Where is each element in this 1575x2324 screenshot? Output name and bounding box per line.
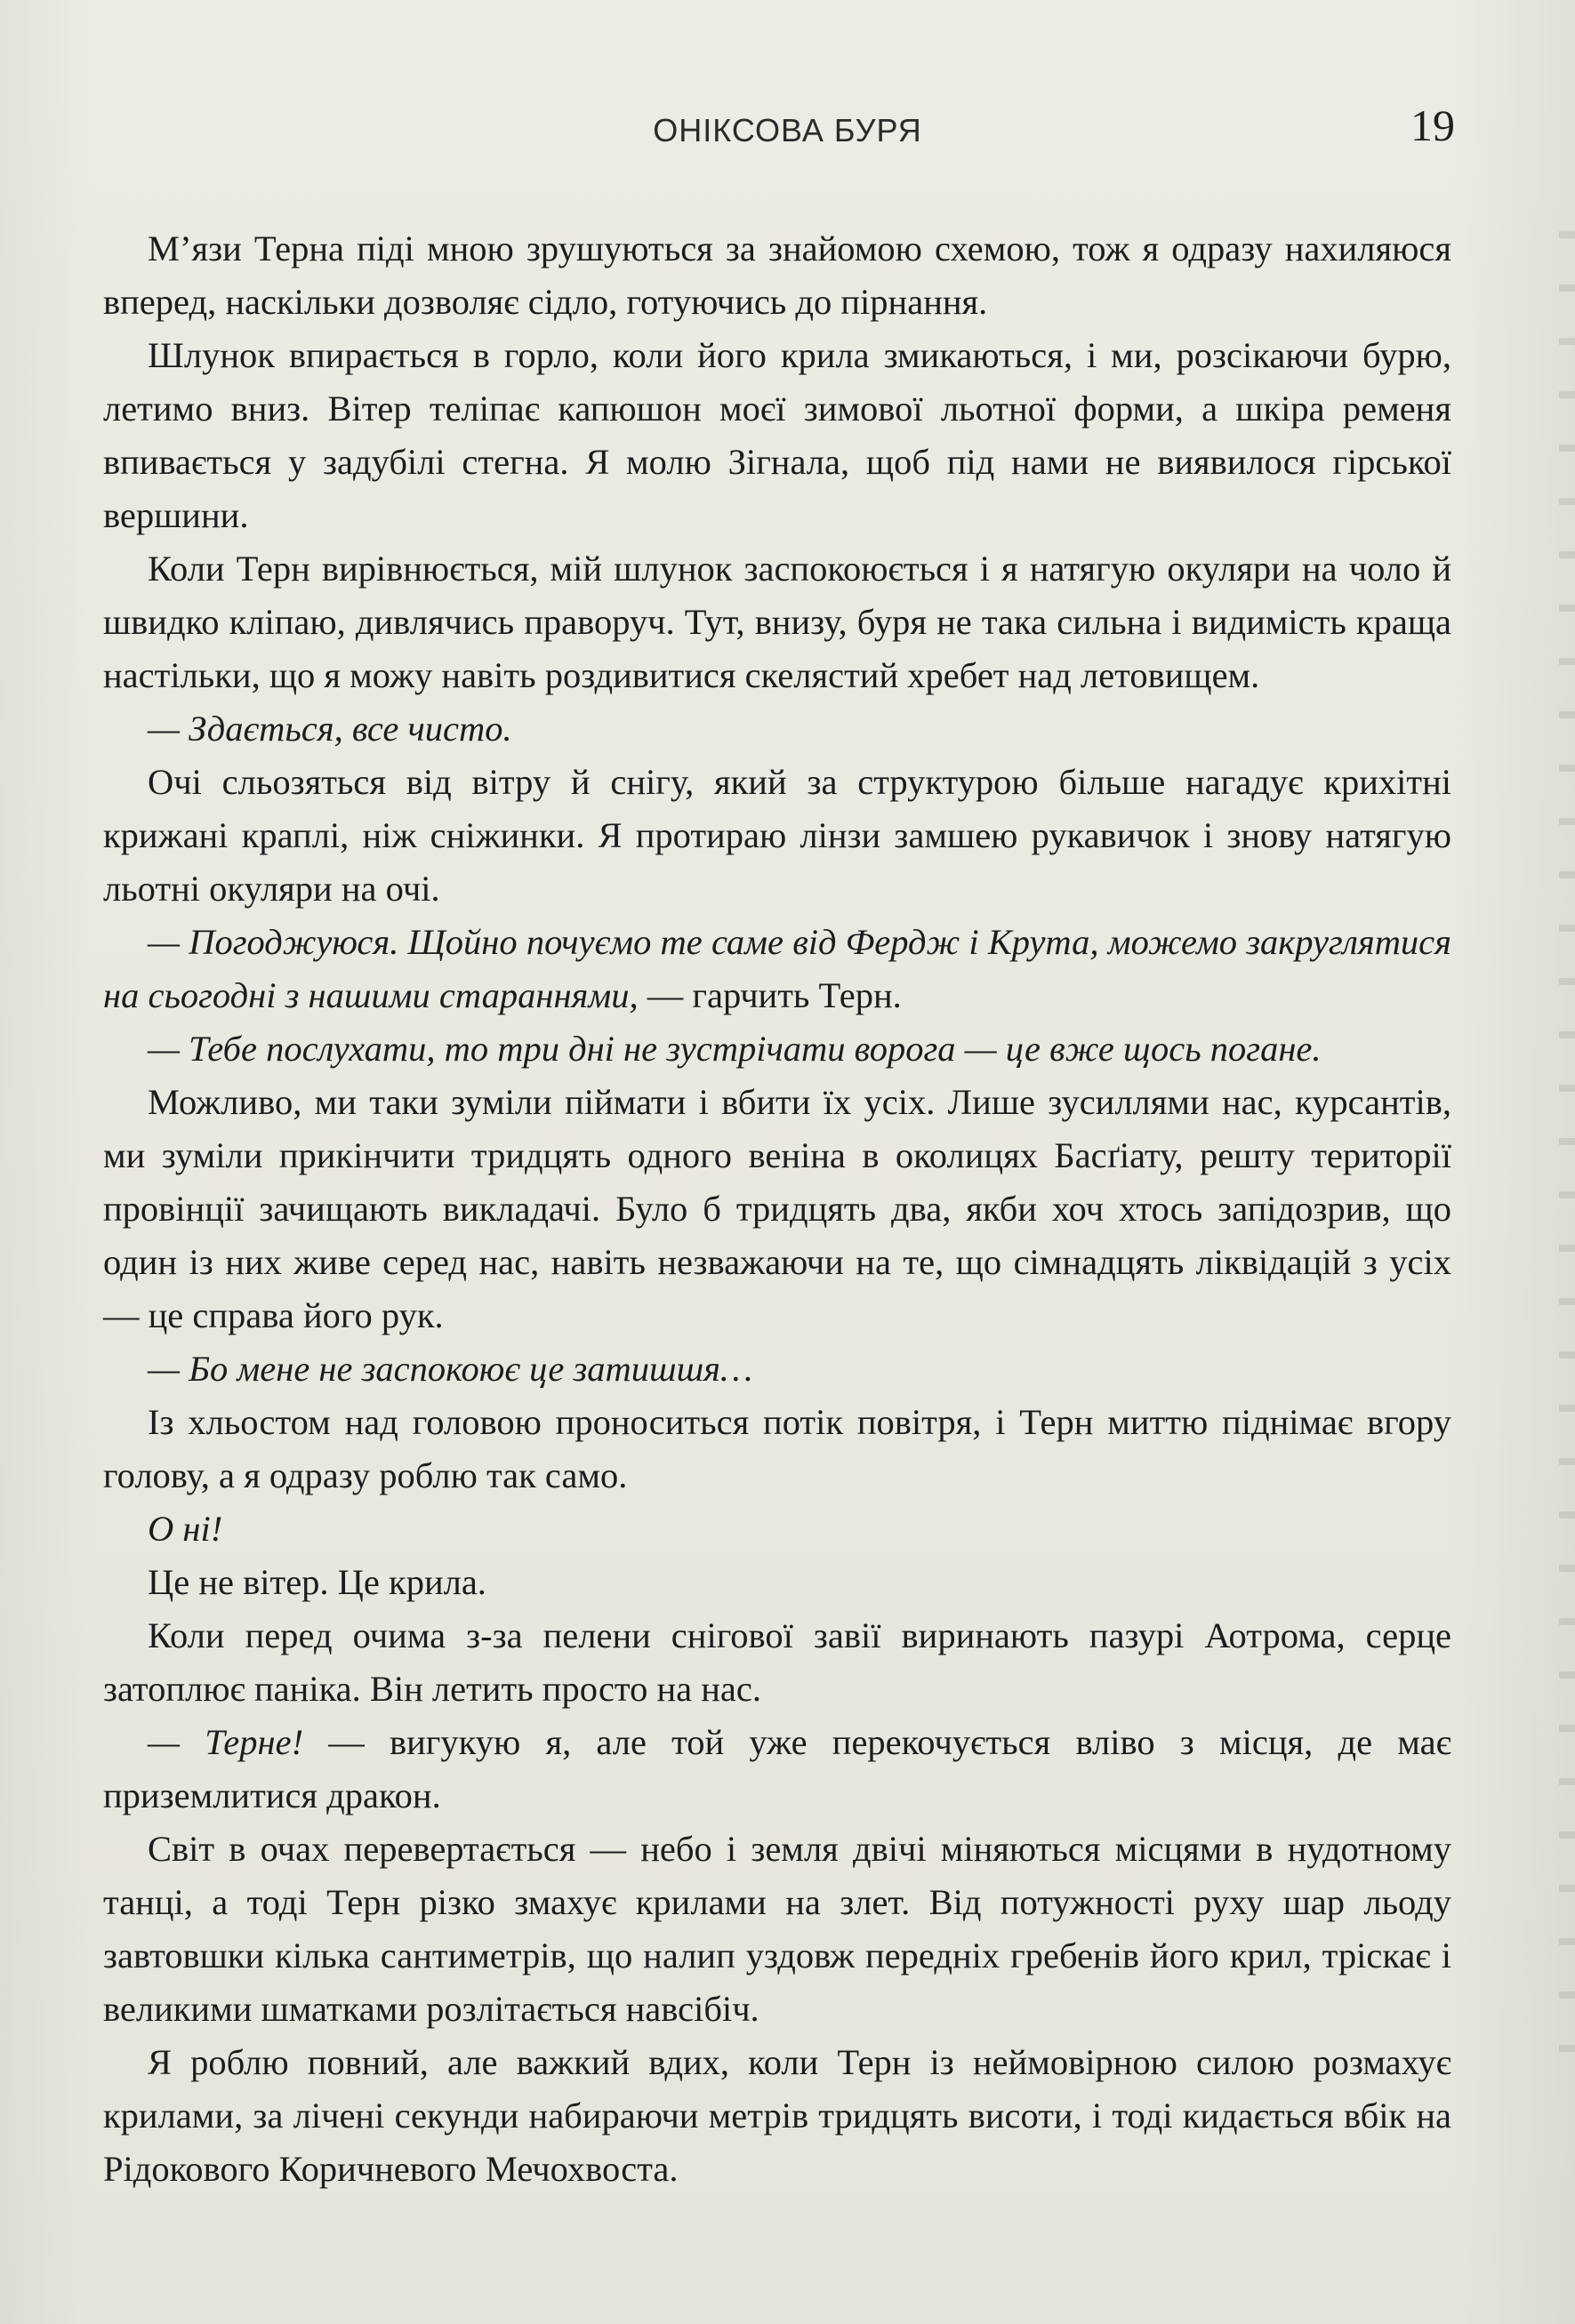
body-text: [103, 222, 1451, 2196]
paragraph-dialogue: [103, 1716, 1451, 1823]
paragraph: Коли Терн вирівнюється, мій шлунок заспокоюється і я натягую окуляри на чоло й швидко кліпаю, дивлячись праворуч. Тут, внизу, буря не така сильна і видимість краща настільки, що я можу навіть роздивитися скелястий хребет над летовищем.: [103, 549, 1451, 695]
italic-speech: — Терне!: [148, 1722, 304, 1762]
paragraph: М’язи Терна піді мною зрушуються за знайомою схемою, тож я одразу нахиляюся вперед, наскільки дозволяє сідло, готуючись до пірнання.: [103, 228, 1451, 322]
facing-page-bleed: [1559, 231, 1575, 2080]
italic-speech: — Погоджуюся. Щойно почуємо те саме від Фердж і Крута, можемо закруглятися на сьогодні з нашими стараннями,: [103, 922, 1451, 1015]
paragraph: Це не вітер. Це крила.: [148, 1562, 486, 1602]
paragraph-italic: — Тебе послухати, то три дні не зустрічати ворога — це вже щось погане.: [148, 1029, 1322, 1069]
paragraph: Із хльостом над головою проноситься потік повітря, і Терн миттю піднімає вгору голову, а я одразу роблю так само.: [103, 1402, 1451, 1495]
paragraph: Світ в очах перевертається — небо і земля двічі міняються місцями в нудотному танці, а тоді Терн різко змахує крилами на злет. Від потужності руху шар льоду завтовшки кілька сантиметрів, що налип уздовж передніх гребенів його крил, тріскає і великими шматками розлітається навсібіч.: [103, 1829, 1451, 2029]
running-title: ОНІКСОВА БУРЯ: [653, 112, 922, 148]
paragraph: Шлунок впирається в горло, коли його крила змикаються, і ми, розсікаючи бурю, летимо вниз. Вітер теліпає капюшон моєї зимової льотної форми, а шкіра ременя впивається у задубілі стегна. Я молю Зігнала, щоб під нами не виявилося гірської вершини.: [103, 335, 1451, 535]
speech-tag: — вигукую я, але той уже перекочується вліво з місця, де має приземлитися дракон.: [103, 1722, 1451, 1815]
paragraph-italic: — Здається, все чисто.: [148, 709, 512, 749]
paragraph: Коли перед очима з-за пелени снігової завії виринають пазурі Аотрома, серце затоплює паніка. Він летить просто на нас.: [103, 1615, 1451, 1709]
paragraph-italic: — Бо мене не заспокоює це затишшя…: [148, 1349, 753, 1389]
paragraph-dialogue: [103, 916, 1451, 1022]
paragraph: Можливо, ми таки зуміли піймати і вбити їх усіх. Лише зусиллями нас, курсантів, ми зуміли прикінчити тридцять одного веніна в околицях Басґіату, решту території провінції зачищають викладачі. Було б тридцять два, якби хоч хтось запідозрив, що один із них живе серед нас, навіть незважаючи на те, що сімнадцять ліквідацій з усіх — це справа його рук.: [103, 1082, 1451, 1335]
paragraph: Очі сльозяться від вітру й снігу, який за структурою більше нагадує крихітні крижані краплі, ніж сніжинки. Я протираю лінзи замшею рукавичок і знову натягую льотні окуляри на очі.: [103, 762, 1451, 909]
speech-tag: — гарчить Терн.: [638, 975, 902, 1015]
paragraph-italic: О ні!: [148, 1509, 223, 1549]
page-number: 19: [1410, 100, 1455, 150]
paragraph: Я роблю повний, але важкий вдих, коли Терн із неймовірною силою розмахує крилами, за лічені секунди набираючи метрів тридцять висоти, і тоді кидається вбік на Рідокового Коричневого Мечохвоста.: [103, 2042, 1451, 2189]
